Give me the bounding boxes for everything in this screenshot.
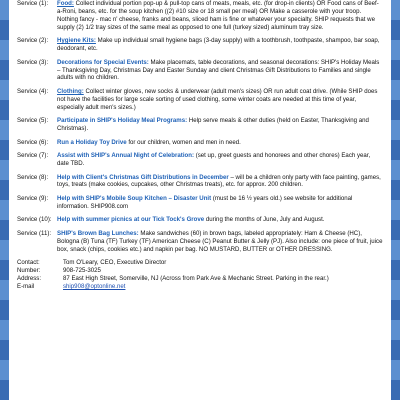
service-9 [17, 195, 383, 211]
service-4 [17, 88, 383, 112]
service-1 [17, 0, 383, 32]
contact-row [17, 259, 383, 267]
service-title: Assist with SHIP's Annual Night of Celebration: [57, 152, 194, 160]
service-description [57, 88, 383, 112]
service-5 [17, 117, 383, 133]
service-number: Service (6): [17, 138, 49, 146]
email-row [17, 283, 383, 291]
service-6 [17, 139, 383, 147]
service-description [57, 174, 383, 190]
service-number: Service (11): [17, 229, 52, 237]
service-text: Collect individual portion pop-up & pull-top cans of meats, meals, etc. (for drop-in clients) OR Food cans of Beef-a-Roni, beans, etc. for the soup kitchen ((2) #10 size or 18 small per meal) OR Make a casserole with your troop. Nothing fancy - mac n' cheese, franks and beans, sliced ham is fine or whatever your specialty. SHIP requests that we supply (2) 1/2 tray sizes of the same meal as opposed to one full (turkey sized) aluminum tray size. [57, 0, 379, 31]
service-title: Clothing: [57, 87, 84, 95]
service-description [57, 195, 383, 211]
service-text: Collect winter gloves, new socks & underwear (adult men's sizes) OR run adult coat drive. (While SHIP does not have the facilities for large scale sorting of used clothing, some winter coats are needed at this time of year, especially adult men's sizes.) [57, 87, 378, 111]
service-7 [17, 152, 383, 168]
service-number: Service (3): [17, 58, 49, 66]
service-10 [17, 216, 383, 224]
left-border [0, 0, 9, 400]
service-text: Make up individual small hygiene bags (3-day supply) with a toothbrush, toothpaste, shampoo, bar soap, deodorant, etc. [57, 37, 380, 53]
document-page [17, 0, 383, 400]
service-title: Food: [57, 0, 74, 7]
service-number: Service (7): [17, 152, 49, 160]
number-row [17, 267, 383, 275]
service-description [57, 216, 383, 224]
service-description [57, 152, 383, 168]
address-row [17, 275, 383, 283]
service-title: Help with summer picnics at our Tick Tock's Grove [57, 216, 205, 224]
service-3 [17, 59, 383, 83]
service-8 [17, 174, 383, 190]
service-text: Make placemats, table decorations, and seasonal decorations: SHIP's Holiday Meals – Thanksgiving Day, Christmas Day and Easter Sunday and client Christmas Gift Distributions to Families and single adults with no children. [57, 58, 380, 82]
service-number: Service (8): [17, 173, 49, 181]
service-title: Decorations for Special Events: [57, 58, 149, 66]
email-address[interactable]: ship908@optonline.net [63, 282, 126, 290]
service-description [57, 59, 383, 83]
service-text: during the months of June, July and August. [205, 216, 325, 224]
service-number: Service (4): [17, 87, 49, 95]
service-number: Service (2): [17, 37, 49, 45]
service-number: Service (1): [17, 0, 49, 7]
number-label: Number: [17, 267, 41, 275]
service-description [57, 230, 383, 254]
service-title: SHIP's Brown Bag Lunches: [57, 229, 139, 237]
address-label: Address: [17, 275, 42, 282]
service-text: for our children, women and men in need. [128, 138, 241, 146]
service-description [57, 139, 383, 147]
service-title: Help with SHIP's Mobile Soup Kitchen – Disaster Unit [57, 194, 212, 202]
service-2 [17, 37, 383, 53]
service-title: Run a Holiday Toy Drive [57, 138, 127, 146]
service-title: Hygiene Kits: [57, 37, 96, 45]
service-description [57, 117, 383, 133]
service-description [57, 0, 383, 32]
contact-label: Contact: [17, 259, 40, 267]
service-title: Participate in SHIP's Holiday Meal Programs: [57, 117, 188, 125]
service-number: Service (9): [17, 194, 49, 202]
service-number: Service (10): [17, 216, 52, 224]
service-text: Help serve meals & other duties (held on Easter, Thanksgiving and Christmas). [57, 117, 369, 133]
contact-name: Tom O'Leary, CEO, Executive Director [63, 259, 167, 267]
email-link[interactable] [63, 283, 383, 291]
service-text: – will be a children only party with face painting, games, toys, treats (make cookies, cupcakes, other Christmas treats), etc. for approx. 200 children. [57, 173, 381, 189]
phone-number: 908-725-3025 [63, 267, 101, 275]
service-text: (set up, greet guests and honorees and other chores) Each year, date TBD. [57, 152, 371, 168]
email-label: E-mail [17, 282, 35, 290]
service-title: Help with Client's Christmas Gift Distributions in December [57, 173, 229, 181]
service-text: (must be 16 ½ years old.) see website for additional information. SHIP908.com [57, 194, 353, 210]
right-border [391, 0, 400, 400]
service-number: Service (5): [17, 117, 49, 125]
service-text: Make sandwiches (60) in brown bags, labeled appropriately: Ham & Cheese (HC), Bologna (B) Tuna (TF) Turkey (TF) American Cheese (C) Peanut Butter & Jelly (PJ). Also include: one piece of fruit, juice box, snack (chips, cookies etc.) and napkin per bag. NO MUSTARD, BUTTER or OTHER DRESSING. [57, 229, 383, 253]
address-text: 87 East High Street, Somerville, NJ (Across from Park Ave & Mechanic Street. Parking in the rear.) [63, 275, 329, 282]
service-11 [17, 230, 383, 254]
service-description [57, 37, 383, 53]
